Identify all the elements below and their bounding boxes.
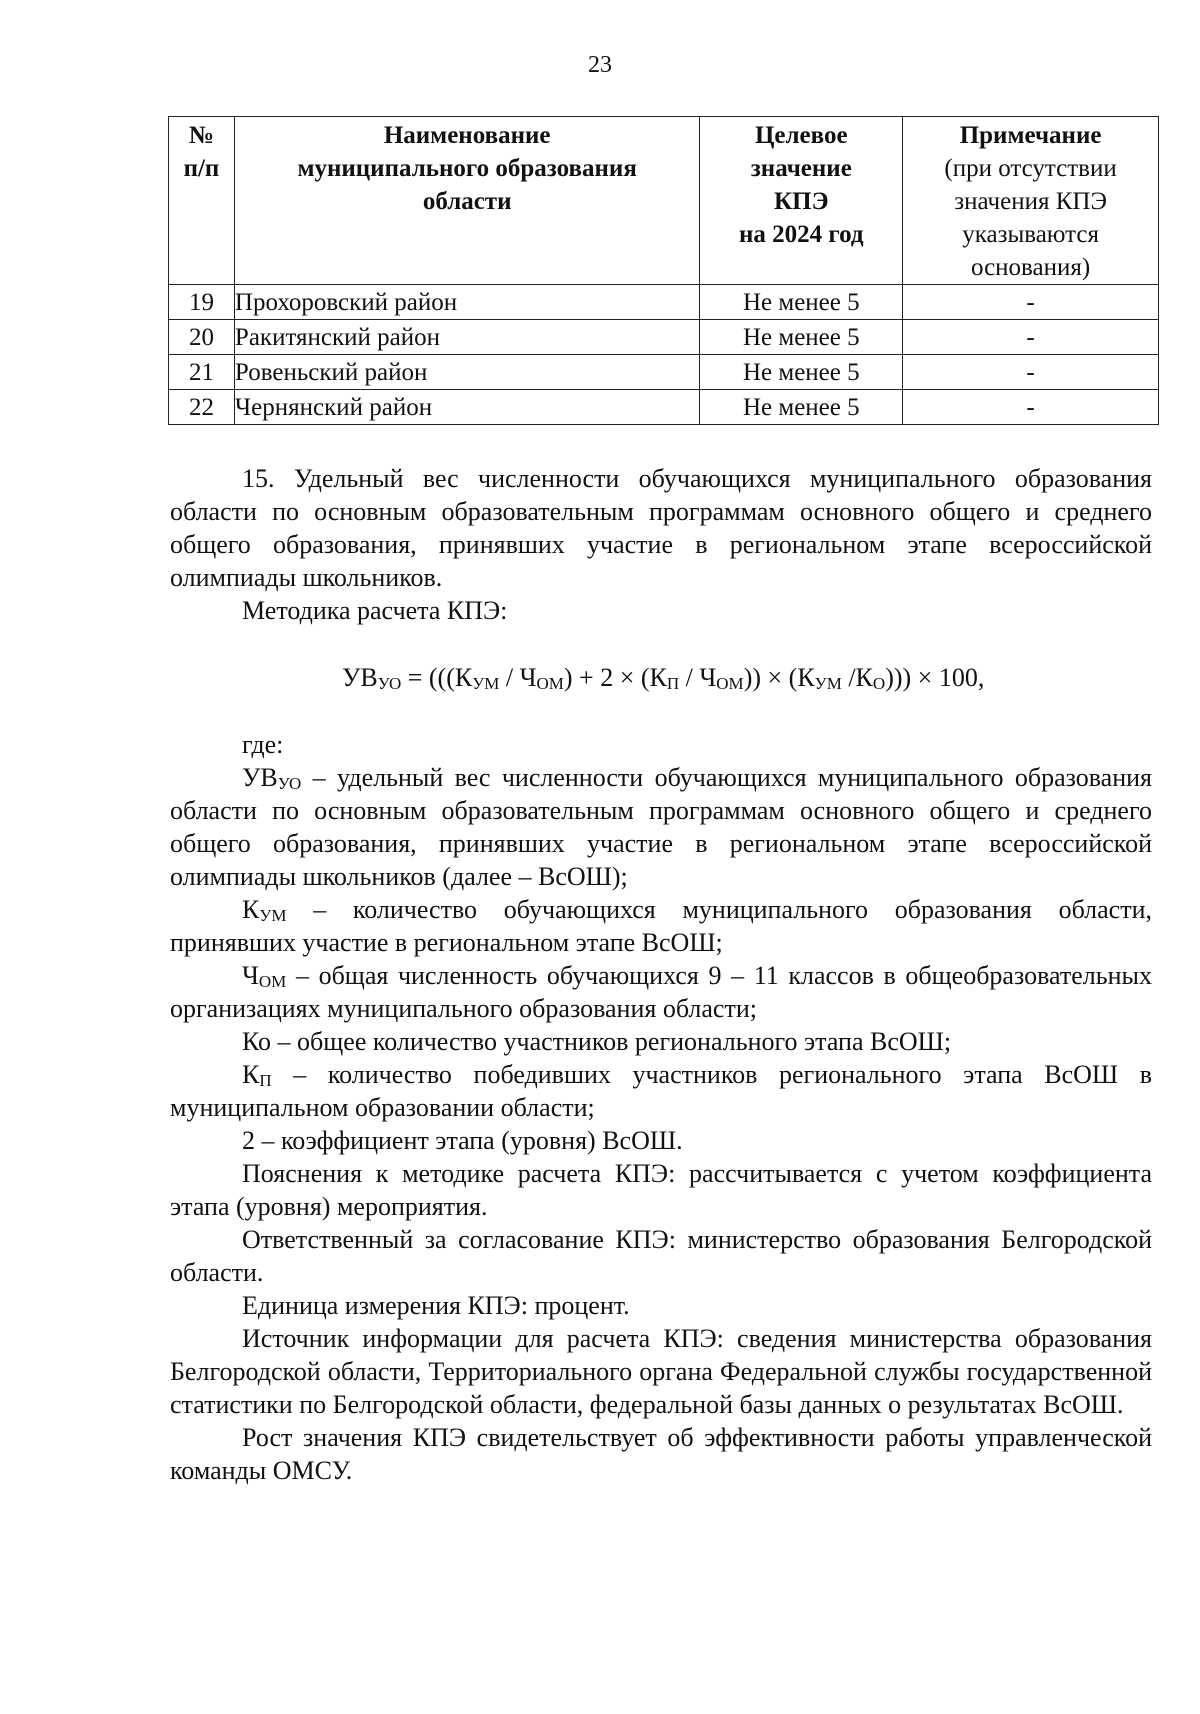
header-value-line: КПЭ bbox=[774, 188, 829, 215]
header-name bbox=[234, 117, 699, 285]
formula-part: ))) × 100, bbox=[885, 663, 985, 692]
formula bbox=[170, 661, 1152, 694]
definition-chom bbox=[170, 959, 1152, 1025]
formula-sub: ОМ bbox=[716, 674, 744, 693]
def-sub: ОМ bbox=[258, 972, 287, 991]
def-symbol: УВ bbox=[242, 763, 278, 792]
paragraph-growth: Рост значения КПЭ свидетельствует об эффективности работы управленческой команды ОМСУ. bbox=[170, 1423, 1152, 1485]
formula-part: ) + 2 × (К bbox=[563, 663, 667, 692]
header-name-line: муниципального образования bbox=[297, 155, 637, 182]
paragraph-where: где: bbox=[242, 730, 284, 759]
def-text: – общая численность обучающихся 9 – 11 классов в общеобразовательных организациях муниципального образования области; bbox=[170, 961, 1152, 1023]
def-symbol: Ч bbox=[242, 961, 259, 990]
formula-part: = (((К bbox=[401, 663, 473, 692]
formula-sub: УО bbox=[377, 674, 402, 693]
header-note-line: значения КПЭ bbox=[954, 188, 1107, 215]
header-value-line: Целевое bbox=[754, 122, 848, 149]
page-number: 23 bbox=[588, 52, 612, 78]
row-value: Не менее 5 bbox=[700, 320, 903, 355]
def-sub: УО bbox=[277, 774, 302, 793]
def-symbol: К bbox=[242, 895, 260, 924]
formula-part: /К bbox=[841, 663, 873, 692]
header-note-line: указываются bbox=[962, 221, 1099, 248]
header-value bbox=[700, 117, 903, 285]
def-symbol: К bbox=[242, 1060, 260, 1089]
def-sub: УМ bbox=[259, 906, 287, 925]
formula-sub: О bbox=[872, 674, 886, 693]
definition-ko: Ко – общее количество участников регионального этапа ВсОШ; bbox=[242, 1027, 952, 1056]
formula-part: УВ bbox=[342, 663, 378, 692]
def-text: – количество обучающихся муниципального образования области, принявших участие в региональном этапе ВсОШ; bbox=[170, 895, 1152, 957]
formula-part: )) × (К bbox=[743, 663, 815, 692]
formula-part: / Ч bbox=[679, 663, 717, 692]
table-header-row bbox=[169, 117, 1159, 285]
header-note bbox=[903, 117, 1159, 285]
header-note-line: (при отсутствии bbox=[944, 155, 1117, 182]
paragraph-source: Источник информации для расчета КПЭ: сведения министерства образования Белгородской области, Территориального органа Федеральной службы государственной статистики по Белгородской области, федеральной базы данных о результатах ВсОШ. bbox=[170, 1324, 1152, 1419]
row-note: - bbox=[903, 320, 1159, 355]
def-sub: П bbox=[259, 1071, 272, 1090]
formula-sub: УМ bbox=[472, 674, 500, 693]
row-value: Не менее 5 bbox=[700, 285, 903, 320]
row-name: Прохоровский район bbox=[234, 285, 699, 320]
formula-sub: ОМ bbox=[536, 674, 564, 693]
definition-uv bbox=[170, 761, 1152, 893]
paragraph-methodology: Методика расчета КПЭ: bbox=[242, 596, 508, 625]
definition-kp bbox=[170, 1058, 1152, 1124]
header-note-title: Примечание bbox=[959, 122, 1102, 149]
table-row bbox=[169, 390, 1159, 425]
definition-kum bbox=[170, 893, 1152, 959]
header-num-line: № bbox=[188, 122, 215, 149]
header-value-line: на 2024 год bbox=[739, 221, 864, 248]
def-text: – количество победивших участников регионального этапа ВсОШ в муниципальном образовании области; bbox=[170, 1060, 1152, 1122]
paragraph-responsible: Ответственный за согласование КПЭ: министерство образования Белгородской области. bbox=[170, 1225, 1152, 1287]
row-name: Ракитянский район bbox=[234, 320, 699, 355]
formula-part: / Ч bbox=[499, 663, 537, 692]
table-row bbox=[169, 320, 1159, 355]
header-num bbox=[169, 117, 235, 285]
formula-sub: УМ bbox=[814, 674, 842, 693]
row-note: - bbox=[903, 355, 1159, 390]
header-value-line: значение bbox=[750, 155, 852, 182]
row-num: 20 bbox=[169, 320, 235, 355]
row-value: Не менее 5 bbox=[700, 390, 903, 425]
row-value: Не менее 5 bbox=[700, 355, 903, 390]
row-name: Чернянский район bbox=[234, 390, 699, 425]
row-num: 22 bbox=[169, 390, 235, 425]
header-name-line: области bbox=[422, 188, 512, 215]
kpe-table bbox=[168, 116, 1159, 425]
definition-coefficient: 2 – коэффициент этапа (уровня) ВсОШ. bbox=[242, 1126, 683, 1155]
header-note-line: основания) bbox=[970, 254, 1091, 281]
formula-sub: П bbox=[666, 674, 680, 693]
row-note: - bbox=[903, 390, 1159, 425]
document-body bbox=[170, 462, 1152, 1487]
table-row bbox=[169, 355, 1159, 390]
row-note: - bbox=[903, 285, 1159, 320]
row-num: 19 bbox=[169, 285, 235, 320]
header-num-line: п/п bbox=[183, 155, 220, 182]
row-num: 21 bbox=[169, 355, 235, 390]
def-text: – удельный вес численности обучающихся муниципального образования области по основным образовательным программам основного общего и среднего общего образования, принявших участие в региональном этапе всероссийской олимпиады школьников (далее – ВсОШ); bbox=[170, 763, 1152, 891]
table-row bbox=[169, 285, 1159, 320]
paragraph-explanation: Пояснения к методике расчета КПЭ: рассчитывается с учетом коэффициента этапа (уровня) мероприятия. bbox=[170, 1159, 1152, 1221]
paragraph-unit: Единица измерения КПЭ: процент. bbox=[242, 1291, 630, 1320]
row-name: Ровеньский район bbox=[234, 355, 699, 390]
paragraph-item-15: 15. Удельный вес численности обучающихся муниципального образования области по основным образовательным программам основного общего и среднего общего образования, принявших участие в региональном этапе всероссийской олимпиады школьников. bbox=[170, 464, 1152, 592]
header-name-line: Наименование bbox=[383, 122, 551, 149]
